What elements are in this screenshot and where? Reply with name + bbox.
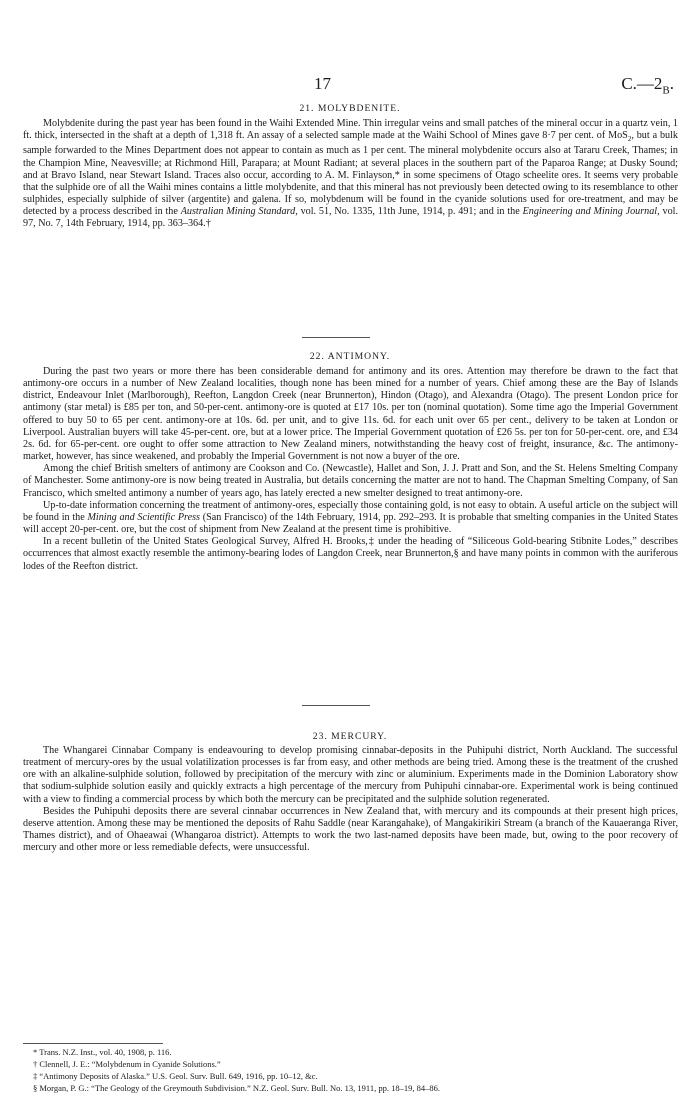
section-body-antimony	[23, 366, 678, 573]
section-divider	[302, 705, 370, 706]
paragraph: Molybdenite during the past year has been found in the Waihi Extended Mine. Thin irregular veins and small patches of the mineral occur in a quartz vein, 1 ft. thick, intersected in the shaft at a depth of 1,318 ft. An assay of a selected sample made at the Waihi School of Mines gave 8·7 per cent. of MoS$_2$, but a bulk sample forwarded to the Mines Department does not appear to contain as much as 1 per cent. The mineral molybdenite occurs also at Tararu Creek, Thames; in the Champion Mine, Neavesville; at Richmond Hill, Parapara; at Mount Radiant; at several places in the southern part of the Paparoa Range; at Dusky Sound; and at Bravo Island, near Stewart Island. Traces also occur, according to A. M. Finlayson,* in some specimens of Otago scheelite ores. It seems very probable that the sulphide ore of all the Waihi mines contains a little molybdenite, and that this mineral has not previously been detected owing to its resemblance to other sulphides, especially sulphide of silver (argentite) and galena. If so, molybdenum will be found in the cyanide solutions used for ore-treatment, and may be detected by a process described in the Australian Mining Standard, vol. 51, No. 1335, 11th June, 1914, p. 491; and in the Engineering and Mining Journal, vol. 97, No. 7, 14th February, 1914, pp. 363–364.†	[23, 118, 678, 230]
paragraph: Besides the Puhipuhi deposits there are several cinnabar occurrences in New Zealand that, with mercury and its compounds at their present high prices, deserve attention. Among these may be mentioned the deposits of Rahu Saddle (near Karangahake), of Mangakirikiri Stream (a branch of the Kauaeranga River, Thames district), and of Ohaeawai (Whangaroa district). Attempts to work the two last-named deposits have been made, but, owing to the poor recovery of mercury and other more or less remediable defects, were unsuccessful.	[23, 805, 678, 854]
page-number: 17	[314, 74, 331, 93]
section-body-molybdenite	[23, 118, 678, 230]
footnote: ‡ “Antimony Deposits of Alaska.” U.S. Geol. Surv. Bull. 649, 1916, pp. 10–12, &c.	[33, 1070, 318, 1081]
footnote-rule	[23, 1043, 163, 1044]
paragraph: Up-to-date information concerning the treatment of antimony-ores, especially those containing gold, is not easy to obtain. A useful article on the subject will be found in the Mining and Scientific Press (San Francisco) of the 14th February, 1914, pp. 292–293. It is probable that smelting companies in the United States will accept 20-per-cent. ore, but the cost of shipment from New Zealand at the present time is prohibitive.	[23, 499, 678, 536]
page-header	[0, 74, 700, 100]
doc-ref-end: .	[669, 74, 674, 93]
section-divider	[302, 337, 370, 338]
footnote: § Morgan, P. G.: “The Geology of the Greymouth Subdivision.” N.Z. Geol. Surv. Bull. No. 13, 1911, pp. 18–19, 84–86.	[33, 1082, 440, 1093]
doc-ref-main: C.—2	[621, 74, 663, 93]
section-title-antimony: 22. ANTIMONY.	[309, 351, 391, 362]
footnotes	[23, 1047, 678, 1095]
section-title-mercury: 23. MERCURY.	[312, 731, 388, 742]
paragraph: During the past two years or more there has been considerable demand for antimony and its ores. Attention may therefore be drawn to the fact that antimony-ore occurs in a number of New Zealand localities, though none has been mined for a number of years. Chief among these are the Bay of Islands district, Endeavour Inlet (Marlborough), Reefton, Langdon Creek (near Brunnerton), Hindon (Otago), and Alexandra (Otago). The present London price for antimony (star metal) is £85 per ton, and 50-per-cent. antimony-ore is quoted at £17 10s. per ton (nominal quotation). Some time ago the Imperial Government offered to buy 50 to 65 per cent. antimony-ore at 10s. 6d. per unit, and to give 11s. 6d. for each unit over 65 per cent., delivery to be taken at London or Liverpool. Australian buyers will take 45-per-cent. ore, but at a lower price. The Imperial Government quotation of £26 5s. per ton for 50-per-cent. ore, and £34 2s. 6d. for 65-per-cent. ore ought to offer some attraction to New Zealand miners, notwithstanding the heavy cost of freight, insurance, &c. The antimony-market, however, has since weakened, and probably the Imperial Government is not now a buyer of the ore.	[23, 366, 678, 463]
doc-ref-sub: B	[662, 84, 670, 97]
section-body-mercury	[23, 745, 678, 854]
section-title-molybdenite: 21. MOLYBDENITE.	[299, 103, 401, 114]
paragraph: Among the chief British smelters of antimony are Cookson and Co. (Newcastle), Hallet and Son, J. J. Pratt and Son, and the St. Helens Smelting Company of Manchester. Some antimony-ore is now being treated in Australia, but details concerning the matter are not to hand. The Chapman Smelting Company, of San Francisco, which smelted antimony a number of years ago, has lately erected a new smelter designed to treat antimony-ore.	[23, 463, 678, 499]
document-reference	[621, 74, 674, 96]
footnote: * Trans. N.Z. Inst., vol. 40, 1908, p. 116.	[33, 1047, 172, 1057]
paragraph: In a recent bulletin of the United States Geological Survey, Alfred H. Brooks,‡ under the heading of “Siliceous Gold-bearing Stibnite Lodes,” describes occurrences that almost exactly resemble the antimony-bearing lodes of Langdon Creek, near Brunnerton,§ and have many points in common with the auriferous lodes of the Reefton district.	[23, 536, 678, 572]
footnote: † Clennell, J. E.: “Molybdenum in Cyanide Solutions.”	[33, 1058, 221, 1069]
paragraph: The Whangarei Cinnabar Company is endeavouring to develop promising cinnabar-deposits in the Puhipuhi district, North Auckland. The successful treatment of mercury-ores by the usual volatilization processes is far from easy, and other methods are being tried. Among these is the treatment of the crushed ore with an alkaline-sulphide solution, followed by precipitation of the mercury with zinc or aluminium. Experiments made in the Dominion Laboratory show that sodium-sulphide solution easily and quickly extracts a high percentage of the mercury from Puhipuhi cinnabar-ore. Experimental work is being continued with a view to finding a commercial process by which both the mercury can be precipitated and the sulphide solution regenerated.	[23, 745, 678, 805]
